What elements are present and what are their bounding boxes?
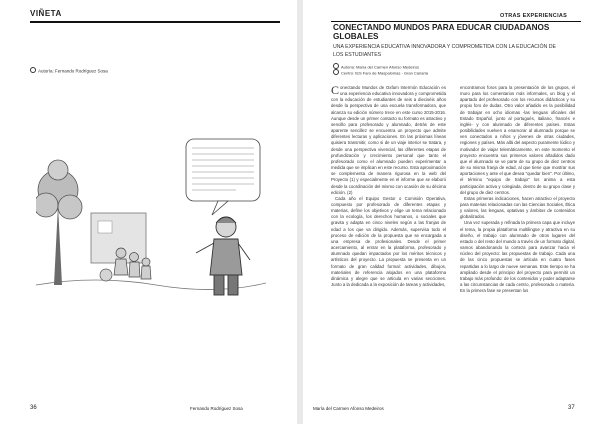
drop-cap: C [331,83,340,97]
author-text: Autoría: Fernando Rodríguez Sosa [38,68,108,74]
author-credit [30,67,108,74]
heading-rule [30,21,280,23]
paragraph: encontramos foros para la presentación de los grupos, el muro para los comentarios más informales, un blog y el apartado del profesorado con los recursos didácticos y su propio foro de dudas. Otro valor añadido es la posibilidad de trabajar en ocho idiomas -las lenguas oficiales del Estado Español, junto al portugués, italiano, francés e inglés- y con alumnado de diferentes países. Estas posibilidades vuelven a enamorar al alumnado porque se ven conectados a niños y jóvenes de otras ciudades, regiones y países. Más allá del aspecto puramente lúdico y motivador de viajar telemáticamente, en este momento el proyecto encuentra sus primeros valores añadidos dado que el alumnado se ve parte de su grupo de diez centros de su misma franja de edad, al que tiene que mostrar sus aportaciones y ante el que desea "quedar bien". Por último, el término "equipo de trabajo" los anima a esta participación activa y colegiada, dentro de su grupo clase y del grupo de diez centros. [460,85,575,195]
footer-author: Fernando Rodríguez Sosa [190,406,243,411]
bullet-icon [30,67,36,73]
section-heading: VIÑETA [30,9,62,18]
paragraph: Estas primeras indicaciones, hacen atractivo el proyecto para materias relacionadas con las Ciencias Sociales, Ética y valores, las lenguas, optativas y ámbitos de contenidos globalizados. [460,195,575,220]
paragraph: Conectando Mundos de Oxfam Intermón Educación es una experiencia educativa innovadora y comprometida con la educación de estudiantes de seis a dieciséis años desde la perspectiva de una escuela transformadora, que alcanza su edición número trece en este curso 2015-2016. Aunque desde un primer contacto su formato es atractivo y sencillo para profesorado y alumnado, detrás de este aparente sencillez se encuentra un proyecto que admite diferentes lecturas y aplicaciones. En las próximas líneas quisiera transmitir, como si de un viaje interior se tratara, y desde una perspectiva vivencial, las diferentes etapas de profundización y crecimiento personal que tanto el profesorado como el alumnado pueden experimentar a medida que se implican en este recurso. Esta aproximación se complementa de manera rigurosa en la web del Proyecto (1) y especialmente en el informe que se elaboró desde la coordinación del mismo con ocasión de su décima edición. (2) [331,83,446,195]
left-page [0,0,297,424]
text-column-2 [460,85,575,294]
right-page [303,0,600,424]
center-credit [333,69,428,77]
author-text: Autoría: María del Carmen Afonso Medeiros [341,64,420,70]
cartoon-illustration [36,135,266,310]
section-heading: OTRAS EXPERIENCIAS [500,13,568,19]
page-number: 36 [30,405,37,411]
article-title: CONECTANDO MUNDOS PARA EDUCAR CIUDADANOS GLOBALES [333,23,550,41]
paragraph: Cada año el Equipo Gestor o Comisión Operativa, compuesto por profesorado de diferentes etapas y materias, define los objetivos y elige un tema relacionado con la ecología, los derechos humanos, o sociales que gravita y adapta en cinco niveles según a las franjas de edad a los que va dirigido. Además, supervisa todo el proceso de edición de la propuesta que se encargada a una empresa de profesionales. Desde el primer acercamiento, al entrar en la plataforma, profesorado y alumnado quedan impactados por los méritos técnicos y artísticos del proyecto. La propuesta se presenta en un formato de gran calidad formal: actividades, dibujos, materiales de referencia alojados en una plataforma dinámica y alegre que se articula en varias secciones. Junto a la dedicada a la exposición de tareas y actividades, [331,195,446,287]
speech-bubble [186,139,260,215]
paragraph: Una vez superada y refinada la primera capa que incluye el tema, la propia plataforma multilingüe y atractiva en su diseño, el trabajo con alumnado de otros lugares del estado o del resto del mundo a través de un formato digital, vamos abandonando la corteza para avanzar hacia el núcleo del proyecto: las propuestas de trabajo. Cada una de las cinco propuestas se articula en cuatro fases repartidas a lo largo de nueve semanas. Este tiempo se ha ampliado desde el principio del proyecto para permitir un trabajo más profundo: de los contenidos y poder adaptarse a las circunstancias de cada centro, profesorado o materia. En la primera fase se presentan los [460,220,575,294]
heading-rule [331,21,581,22]
tree-illustration [36,160,82,285]
page-number: 37 [568,405,575,411]
text-column-1 [331,85,446,288]
bullet-icon [333,69,339,75]
center-text: Centro: IES Faro de Maspalomas - Gran Canaria [341,70,428,76]
footer-author: María del Carmen Afonso Medeiros [313,406,384,411]
teacher-illustration [196,217,250,295]
article-subtitle: UNA EXPERIENCIA EDUCATIVA INNOVADORA Y COMPROMETIDA CON LA EDUCACIÓN DE LOS ESTUDIANTES [333,44,556,58]
